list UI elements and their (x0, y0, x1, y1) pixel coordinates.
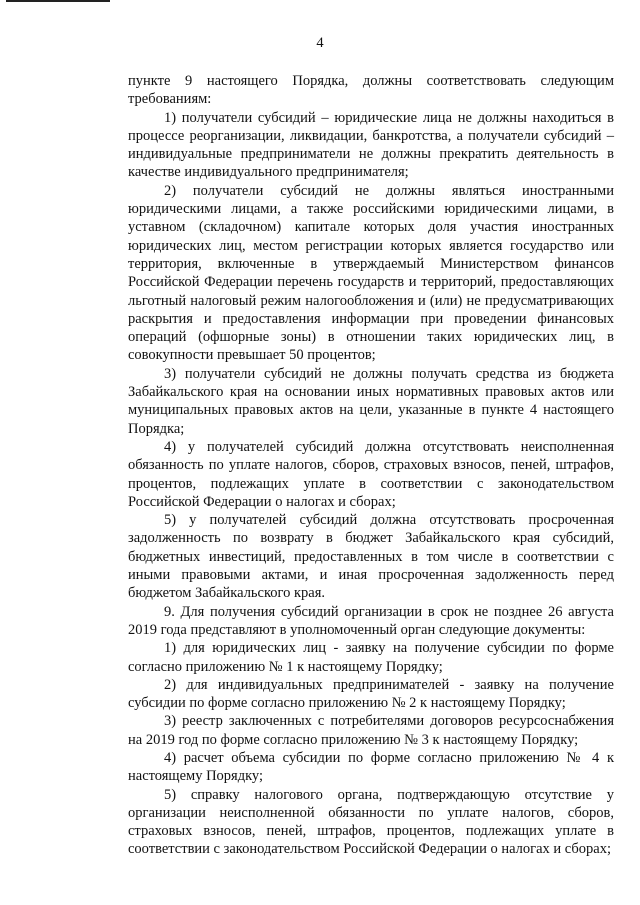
paragraph-document-3: 3) реестр заключенных с потребителями договоров ресурсоснабжения на 2019 год по форме согласно приложению № 3 к настоящему Порядку; (128, 713, 614, 748)
paragraph-section-9: 9. Для получения субсидий организации в срок не позднее 26 августа 2019 года представляют в уполномоченный орган следующие документы: (128, 603, 614, 638)
top-rule (6, 0, 110, 2)
paragraph-requirement-2: 2) получатели субсидий не должны являться иностранными юридическими лицами, а также российскими юридическими лицами, в уставном (складочном) капитале которых доля участия иностранных юридических лиц, местом регистрации которых является государство или территория, включенные в утверждаемый Министерством финансов Российской Федерации перечень государств и территорий, предоставляющих льготный налоговый режим налогообложения и (или) не предусматривающих раскрытия и предоставления информации при проведении финансовых операций (офшорные зоны) в отношении таких юридических лиц, в совокупности превышает 50 процентов; (128, 182, 614, 364)
paragraph-continuation: пункте 9 настоящего Порядка, должны соответствовать следующим требованиям: (128, 73, 614, 108)
page-number: 4 (316, 35, 324, 51)
paragraph-requirement-4: 4) у получателей субсидий должна отсутствовать неисполненная обязанность по уплате налогов, сборов, страховых взносов, пеней, штрафов, процентов, подлежащих уплате в соответствии с законодательством Российской Федерации о налогах и сборах; (128, 438, 614, 510)
paragraph-document-1: 1) для юридических лиц - заявку на получение субсидии по форме согласно приложению № 1 к настоящему Порядку; (128, 640, 614, 675)
paragraph-document-5: 5) справку налогового органа, подтверждающую отсутствие у организации неисполненной обязанности по уплате налогов, сборов, страховых взносов, пеней, штрафов, процентов, подлежащих уплате в соответствии с законодательством Российской Федерации о налогах и сборах; (128, 786, 614, 858)
paragraph-document-4: 4) расчет объема субсидии по форме согласно приложению № 4 к настоящему Порядку; (128, 749, 614, 785)
paragraph-document-2: 2) для индивидуальных предпринимателей - заявку на получение субсидии по форме согласно приложению № 2 к настоящему Порядку; (128, 676, 614, 712)
paragraph-requirement-1: 1) получатели субсидий – юридические лица не должны находиться в процессе реорганизации, ликвидации, банкротства, а получатели субсидий – индивидуальные предприниматели не должны прекратить деятельность в качестве индивидуального предпринимателя; (128, 109, 614, 181)
document-body (128, 72, 614, 859)
paragraph-requirement-5: 5) у получателей субсидий должна отсутствовать просроченная задолженность по возврату в бюджет Забайкальского края субсидий, бюджетных инвестиций, предоставленных в том числе в соответствии с иными правовыми актами, и иная просроченная задолженность перед бюджетом Забайкальского края. (128, 512, 614, 602)
paragraph-requirement-3: 3) получатели субсидий не должны получать средства из бюджета Забайкальского края на основании иных нормативных правовых актов или муниципальных правовых актов на цели, указанные в пункте 4 настоящего Порядка; (128, 365, 614, 437)
